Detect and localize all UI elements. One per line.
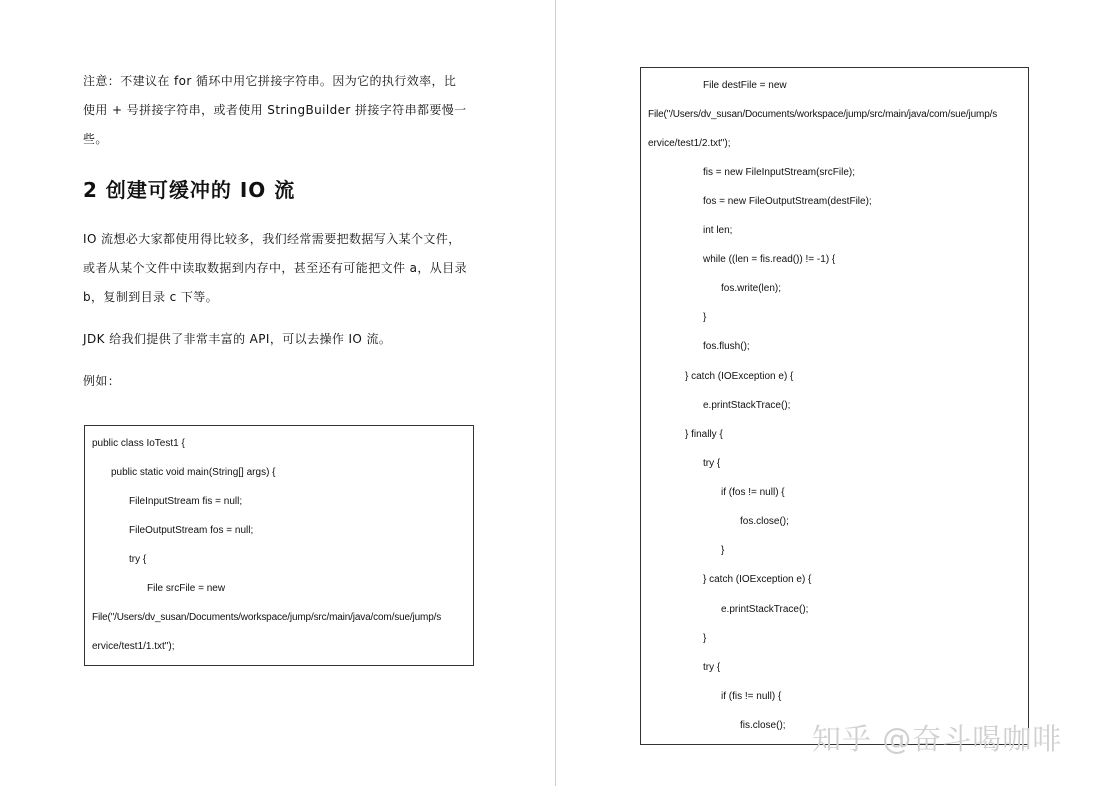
code-line: File destFile = new (703, 80, 787, 91)
code-line: FileInputStream fis = null; (129, 496, 243, 507)
section-heading: 2 创建可缓冲的 IO 流 (83, 178, 296, 202)
watermark: 知乎 @奋斗喝咖啡 (812, 722, 1063, 756)
code-line: } (703, 312, 707, 323)
code-line: while ((len = fis.read()) != -1) { (703, 254, 836, 265)
page-divider (555, 0, 556, 786)
code-line: try { (129, 554, 147, 565)
code-line: if (fis != null) { (721, 691, 782, 702)
code-line: } (721, 545, 725, 556)
code-line: fos.write(len); (721, 283, 782, 294)
code-line: try { (703, 662, 721, 673)
code-line: fos.close(); (740, 516, 789, 527)
intro-line-3: b，复制到目录 c 下等。 (83, 290, 219, 304)
code-line: } (703, 633, 707, 644)
code-line: public class IoTest1 { (92, 438, 185, 449)
code-line: try { (703, 458, 721, 469)
intro-line-1: IO 流想必大家都使用得比较多，我们经常需要把数据写入某个文件， (83, 232, 461, 246)
intro-line-2: 或者从某个文件中读取数据到内存中，甚至还有可能把文件 a，从目录 (83, 261, 467, 275)
code-line: ervice/test1/2.txt"); (648, 138, 731, 149)
code-line: ervice/test1/1.txt"); (92, 641, 175, 652)
code-line: } catch (IOException e) { (703, 574, 812, 585)
code-line: fis = new FileInputStream(srcFile); (703, 167, 855, 178)
code-line: } finally { (685, 429, 723, 440)
code-block-right (640, 67, 1029, 745)
code-line: e.printStackTrace(); (721, 604, 809, 615)
code-line: if (fos != null) { (721, 487, 785, 498)
code-line: fis.close(); (740, 720, 786, 731)
code-line: fos = new FileOutputStream(destFile); (703, 196, 872, 207)
code-line: int len; (703, 225, 733, 236)
code-line: } catch (IOException e) { (685, 371, 794, 382)
code-line: File srcFile = new (147, 583, 226, 594)
example-label: 例如： (83, 374, 121, 388)
note-line-1: 注意：不建议在 for 循环中用它拼接字符串。因为它的执行效率，比 (83, 74, 457, 88)
note-line-2: 使用 + 号拼接字符串，或者使用 StringBuilder 拼接字符串都要慢一 (83, 103, 467, 117)
code-line: public static void main(String[] args) { (111, 467, 276, 478)
code-line: fos.flush(); (703, 341, 750, 352)
code-line: e.printStackTrace(); (703, 400, 791, 411)
code-block-left (84, 425, 474, 666)
code-line: File("/Users/dv_susan/Documents/workspace/jump/src/main/java/com/sue/jump/s (648, 109, 998, 120)
code-line: File("/Users/dv_susan/Documents/workspace/jump/src/main/java/com/sue/jump/s (92, 612, 442, 623)
code-line: FileOutputStream fos = null; (129, 525, 254, 536)
jdk-line: JDK 给我们提供了非常丰富的 API，可以去操作 IO 流。 (83, 332, 392, 346)
note-line-3: 些。 (83, 132, 108, 146)
